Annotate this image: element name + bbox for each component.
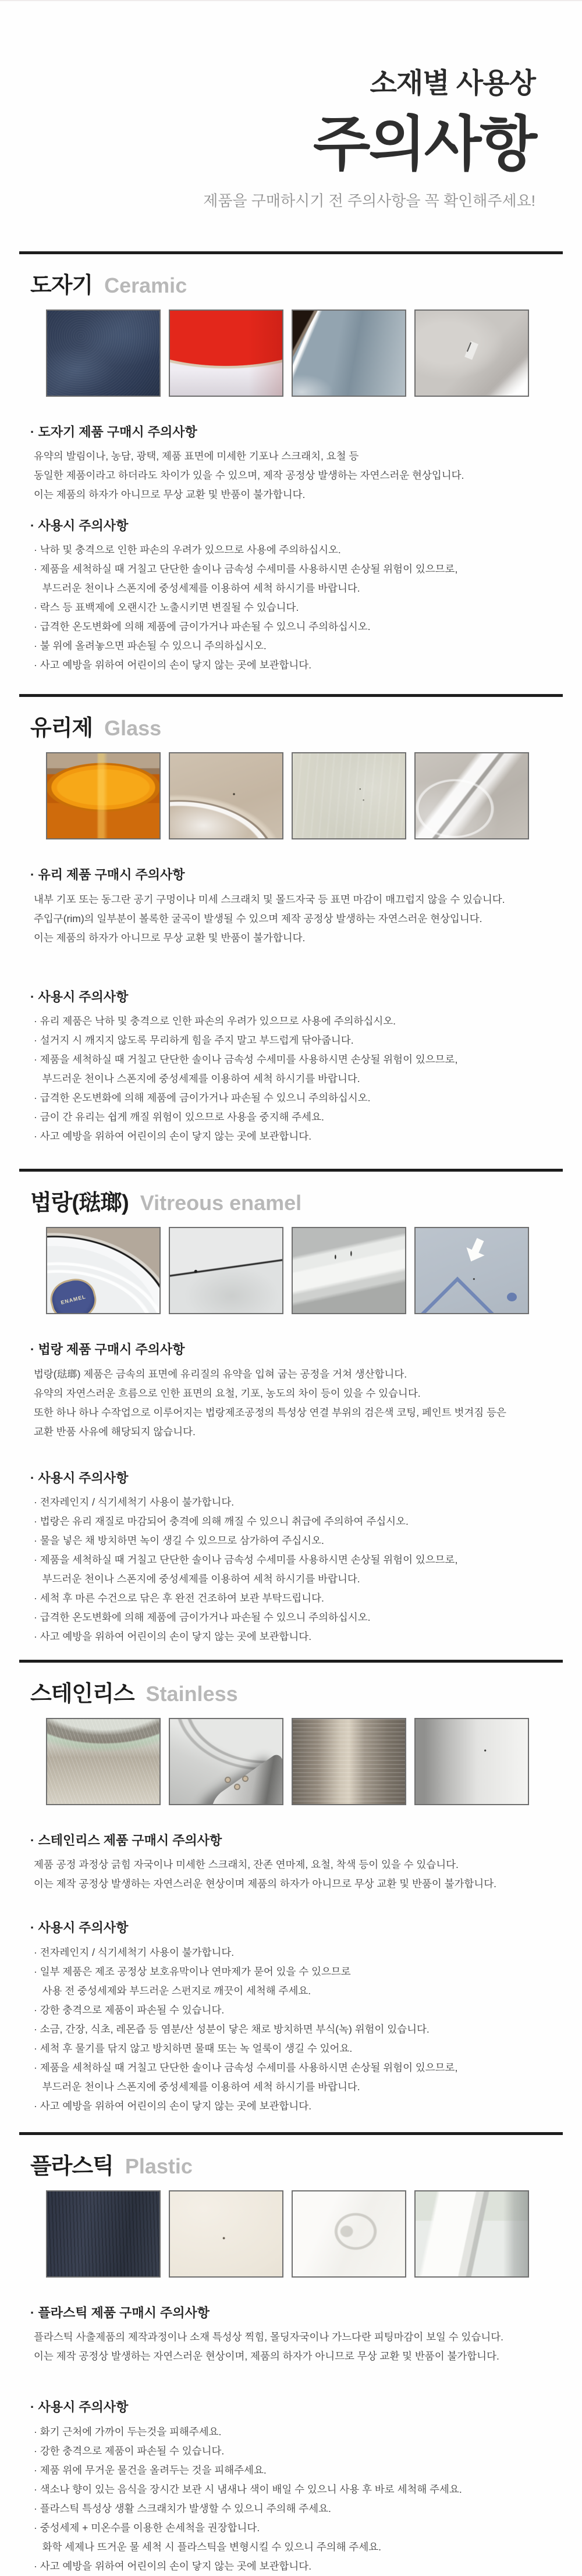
- section-title: [30, 2148, 582, 2180]
- section-glass: [0, 694, 582, 1146]
- text-line: 부드러운 천이나 스폰지에 중성세제를 이용하여 세척 하시기를 바랍니다.: [34, 1073, 360, 1085]
- text-line: · 금이 간 유리는 쉽게 깨질 위험이 있으므로 사용을 중지해 주세요.: [34, 1111, 324, 1123]
- section-title: [30, 710, 582, 742]
- text-line: 이는 제품의 하자가 아니므로 무상 교환 및 반품이 불가합니다.: [34, 488, 306, 500]
- usage-notice-heading: · 사용시 주의사항: [30, 518, 129, 533]
- usage-notice-heading: · 사용시 주의사항: [30, 989, 129, 1004]
- section-ceramic: [0, 251, 582, 675]
- usage-notice-heading: · 사용시 주의사항: [30, 1920, 129, 1935]
- text-line: · 락스 등 표백제에 오랜시간 노출시키면 변질될 수 있습니다.: [34, 602, 299, 614]
- photo-enamel-plate-rim-logo: [46, 1227, 161, 1314]
- purchase-notice-heading: · 유리 제품 구매시 주의사항: [30, 867, 185, 883]
- purchase-notice-body: [34, 2328, 582, 2366]
- photo-plastic-white-mold-mark: [292, 2190, 406, 2278]
- text-line: 부드러운 천이나 스폰지에 중성세제를 이용하여 세척 하시기를 바랍니다.: [34, 1572, 360, 1585]
- text-line: · 사고 예방을 위하여 어린이의 손이 닿지 않는 곳에 보관합니다.: [34, 1630, 312, 1642]
- section-title-english: Glass: [104, 716, 162, 741]
- photo-glass-handle-detail: [414, 752, 529, 839]
- section-title-korean: 도자기: [30, 273, 93, 298]
- page-title: 주의사항: [313, 111, 535, 177]
- section-divider: [19, 694, 563, 697]
- purchase-notice-heading: · 스테인리스 제품 구매시 주의사항: [30, 1833, 222, 1848]
- usage-notice-list: [34, 2422, 582, 2576]
- section-title-english: Stainless: [146, 1681, 238, 1706]
- text-line: 제품 공정 과정상 긁힘 자국이나 미세한 스크래치, 잔존 연마제, 요철, 착색 등이 있을 수 있습니다.: [34, 1859, 459, 1871]
- section-divider: [19, 2132, 563, 2135]
- section-title-korean: 법랑(琺瑯): [30, 1191, 129, 1216]
- text-line: 법랑(琺瑯) 제품은 금속의 표면에 유리질의 유약을 입혀 굽는 공정을 거쳐 생산합니다.: [34, 1368, 407, 1380]
- usage-notice-list: [34, 1012, 582, 1146]
- text-line: · 세척 후 마른 수건으로 닦은 후 완전 건조하여 보관 부탁드립니다.: [34, 1592, 324, 1604]
- text-line: · 사고 예방을 위하여 어린이의 손이 닿지 않는 곳에 보관합니다.: [34, 2560, 312, 2572]
- text-line: · 급격한 온도변화에 의해 제품에 금이가거나 파손될 수 있으니 주의하십시오.: [34, 621, 371, 633]
- text-line: 또한 하나 하나 수작업으로 이루어지는 법랑제조공정의 특성상 연결 부위의 검은색 코팅, 페인트 벗겨짐 등은: [34, 1406, 506, 1418]
- photo-stainless-brushed-pot-base: [46, 1718, 161, 1805]
- text-line: · 일부 제품은 제조 공정상 보호유막이나 연마제가 묻어 있을 수 있으므로: [34, 1965, 351, 1977]
- purchase-notice-heading: · 도자기 제품 구매시 주의사항: [30, 424, 197, 439]
- header-subtitle: 소재별 사용상: [370, 68, 535, 99]
- text-line: 교환 반품 사유에 해당되지 않습니다.: [34, 1425, 196, 1438]
- text-line: 동일한 제품이라고 하더라도 차이가 있을 수 있으며, 제작 공정상 발생하는 자연스러운 현상입니다.: [34, 469, 464, 481]
- text-line: · 전자레인지 / 식기세척기 사용이 불가합니다.: [34, 1496, 235, 1508]
- photo-enamel-surface-arrow-mark: [414, 1227, 529, 1314]
- text-line: · 제품을 세척하실 때 거칠고 단단한 솔이나 금속성 수세미를 사용하시면 손상될 위험이 있으므로,: [34, 2061, 458, 2073]
- section-title: [30, 267, 582, 299]
- text-line: · 사고 예방을 위하여 어린이의 손이 닿지 않는 곳에 보관합니다.: [34, 659, 312, 671]
- photo-plastic-cream-surface-speck: [169, 2190, 283, 2278]
- photo-glass-amber-cup-rim: [46, 752, 161, 839]
- section-divider: [19, 1169, 563, 1172]
- enamel-logo-badge: ENAMEL: [47, 1275, 101, 1314]
- text-line: · 세척 후 물기를 닦지 않고 방치하면 물때 또는 녹 얼룩이 생길 수 있어요.: [34, 2042, 353, 2054]
- photo-plastic-dark-navy-texture: [46, 2190, 161, 2278]
- section-title-korean: 스테인리스: [30, 1681, 134, 1706]
- section-stainless: [0, 1660, 582, 2116]
- purchase-notice-body: [34, 1855, 582, 1894]
- text-line: · 사고 예방을 위하여 어린이의 손이 닿지 않는 곳에 보관합니다.: [34, 2100, 312, 2112]
- text-line: 부드러운 천이나 스폰지에 중성세제를 이용하여 세척 하시기를 바랍니다.: [34, 2080, 360, 2093]
- purchase-notice-heading: · 법랑 제품 구매시 주의사항: [30, 1342, 185, 1357]
- photo-ceramic-red-cup-unglazed-foot: [169, 309, 283, 397]
- purchase-notice-body: [34, 447, 582, 504]
- text-line: 부드러운 천이나 스폰지에 중성세제를 이용하여 세척 하시기를 바랍니다.: [34, 582, 360, 595]
- text-line: · 제품을 세척하실 때 거칠고 단단한 솔이나 금속성 수세미를 사용하시면 손상될 위험이 있으므로,: [34, 563, 458, 575]
- section-title-english: Vitreous enamel: [140, 1191, 302, 1215]
- photo-ceramic-glossy-gray-blue-glaze-edge: [292, 309, 406, 397]
- usage-notice-list: [34, 540, 582, 675]
- text-line: 유약의 발림이나, 농담, 광택, 제품 표면에 미세한 기포나 스크래치, 요철 등: [34, 450, 359, 462]
- defect-arrow-icon: [460, 1234, 491, 1267]
- text-line: · 급격한 온도변화에 의해 제품에 금이가거나 파손될 수 있으니 주의하십시오.: [34, 1611, 371, 1623]
- photo-row-plastic: [46, 2190, 582, 2278]
- section-divider: [19, 1660, 563, 1663]
- photo-glass-clear-bowl-edge: [169, 752, 283, 839]
- text-line: · 강한 충격으로 제품이 파손될 수 있습니다.: [34, 2004, 225, 2016]
- purchase-notice-body: [34, 1365, 582, 1442]
- text-line: · 급격한 온도변화에 의해 제품에 금이가거나 파손될 수 있으니 주의하십시오.: [34, 1092, 371, 1104]
- text-line: · 중성세제 + 미온수를 이용한 손세척을 권장합니다.: [34, 2521, 260, 2534]
- text-line: 이는 제품의 하자가 아니므로 무상 교환 및 반품이 불가합니다.: [34, 931, 306, 944]
- photo-enamel-edge-chip: [169, 1227, 283, 1314]
- text-line: 이는 제작 공정상 발생하는 자연스러운 현상이며 제품의 하자가 아니므로 무상 교환 및 반품이 불가합니다.: [34, 1878, 496, 1890]
- text-line: · 설거지 시 깨지지 않도록 무리하게 힘을 주지 말고 부드럽게 닦아줍니다.: [34, 1034, 354, 1047]
- photo-ceramic-dark-blue-glaze: [46, 309, 161, 397]
- header-tagline: 제품을 구매하시기 전 주의사항을 꼭 확인해주세요!: [203, 191, 535, 209]
- section-title-korean: 유리제: [30, 716, 93, 741]
- text-line: · 사고 예방을 위하여 어린이의 손이 닿지 않는 곳에 보관합니다.: [34, 1130, 312, 1143]
- photo-row-ceramic: [46, 309, 582, 397]
- text-line: 사용 전 중성세제와 부드러운 스펀지로 깨끗이 세척해 주세요.: [34, 1984, 311, 1997]
- section-plastic: [0, 2132, 582, 2576]
- text-line: · 유리 제품은 낙하 및 충격으로 인한 파손의 우려가 있으므로 사용에 주의하십시오.: [34, 1015, 396, 1027]
- usage-notice-heading: · 사용시 주의사항: [30, 2400, 129, 2415]
- text-line: · 물을 넣은 채 방치하면 녹이 생길 수 있으므로 삼가하여 주십시오.: [34, 1534, 324, 1546]
- text-line: · 낙하 및 충격으로 인한 파손의 우려가 있으므로 사용에 주의하십시오.: [34, 544, 341, 556]
- section-divider: [19, 251, 563, 254]
- text-line: · 강한 충격으로 제품이 파손될 수 있습니다.: [34, 2445, 225, 2457]
- photo-glass-surface-streaks: [292, 752, 406, 839]
- section-title-english: Ceramic: [104, 273, 187, 297]
- usage-notice-list: [34, 1493, 582, 1646]
- text-line: · 소금, 간장, 식초, 레몬즙 등 염분/산 성분이 닿은 채로 방치하면 부식(녹) 위험이 있습니다.: [34, 2023, 430, 2035]
- text-line: 내부 기포 또는 동그란 공기 구멍이나 미세 스크래치 및 몰드자국 등 표면 마감이 매끄럽지 않을 수 있습니다.: [34, 893, 505, 905]
- usage-notice-list: [34, 1943, 582, 2116]
- section-title-english: Plastic: [125, 2154, 193, 2178]
- purchase-notice-body: [34, 890, 582, 948]
- section-vitreous-enamel: [0, 1169, 582, 1646]
- text-line: · 플라스틱 특성상 생활 스크래치가 발생할 수 있으니 주의해 주세요.: [34, 2502, 331, 2514]
- section-title-korean: 플라스틱: [30, 2154, 113, 2179]
- text-line: · 화기 근처에 가까이 두는것을 피해주세요.: [34, 2425, 222, 2438]
- usage-notice-heading: · 사용시 주의사항: [30, 1470, 129, 1485]
- photo-plastic-white-handle: [414, 2190, 529, 2278]
- text-line: · 제품을 세척하실 때 거칠고 단단한 솔이나 금속성 수세미를 사용하시면 손상될 위험이 있으므로,: [34, 1054, 458, 1066]
- text-line: · 제품을 세척하실 때 거칠고 단단한 솔이나 금속성 수세미를 사용하시면 손상될 위험이 있으므로,: [34, 1553, 458, 1565]
- photo-enamel-rolled-rim-cracks: [292, 1227, 406, 1314]
- photo-row-enamel: [46, 1227, 582, 1314]
- photo-row-stainless: [46, 1718, 582, 1805]
- text-line: 플라스틱 사출제품의 제작과정이나 소재 특성상 찍힘, 몰딩자국이나 가느다란 피팅마감이 보일 수 있습니다.: [34, 2331, 504, 2343]
- text-line: · 전자레인지 / 식기세척기 사용이 불가합니다.: [34, 1946, 235, 1958]
- text-line: · 법랑은 유리 재질로 마감되어 충격에 의해 깨질 수 있으니 취급에 주의하여 주십시오.: [34, 1515, 409, 1527]
- section-title: [30, 1675, 582, 1707]
- page-header: [0, 1, 582, 211]
- photo-stainless-cylinder-brushed: [292, 1718, 406, 1805]
- blue-stamp-mark: [416, 1276, 528, 1313]
- photo-row-glass: [46, 752, 582, 839]
- text-line: 화학 세제나 뜨거운 물 세척 시 플라스틱을 변형시킬 수 있으니 주의해 주세요.: [34, 2541, 381, 2553]
- text-line: · 색소나 향이 있는 음식을 장시간 보관 시 냄새나 색이 배일 수 있으니 사용 후 바로 세척해 주세요.: [34, 2483, 462, 2495]
- photo-ceramic-light-gray-glaze-scratch: [414, 309, 529, 397]
- text-line: 유약의 자연스러운 흐름으로 인한 표면의 요철, 기포, 농도의 차이 등이 있을 수 있습니다.: [34, 1387, 421, 1399]
- purchase-notice-heading: · 플라스틱 제품 구매시 주의사항: [30, 2305, 210, 2320]
- text-line: 이는 제작 공정상 발생하는 자연스러운 현상이며, 제품의 하자가 아니므로 무상 교환 및 반품이 불가합니다.: [34, 2350, 499, 2362]
- text-line: · 불 위에 올려놓으면 파손될 수 있으니 주의하십시오.: [34, 640, 267, 652]
- photo-stainless-pot-handle-rivets: [169, 1718, 283, 1805]
- text-line: · 제품 위에 무거운 물건을 올려두는 것을 피해주세요.: [34, 2464, 267, 2476]
- section-title: [30, 1184, 582, 1216]
- text-line: 주입구(rim)의 일부분이 볼록한 굴곡이 발생될 수 있으며 제작 공정상 발생하는 자연스러운 현상입니다.: [34, 912, 482, 924]
- photo-stainless-surface-speck: [414, 1718, 529, 1805]
